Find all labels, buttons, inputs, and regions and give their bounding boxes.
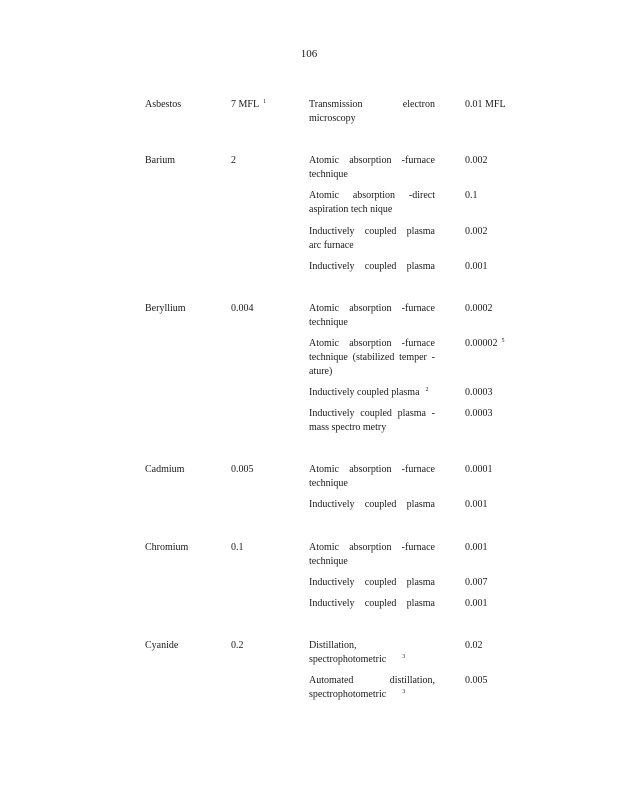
detection-limit <box>465 154 535 168</box>
method-line <box>309 541 435 555</box>
method-line <box>309 555 435 569</box>
detection-limit-text: 0.01 MFL <box>465 99 506 110</box>
method-description <box>309 189 435 217</box>
detection-limit <box>465 225 535 239</box>
method-description <box>309 302 435 330</box>
footnote-marker: 3 <box>402 688 406 695</box>
detection-limit-text: 0.002 <box>465 226 488 237</box>
detection-limit-text: 0.0003 <box>465 387 493 398</box>
method-line-text: Inductively coupled plasma <box>309 499 435 510</box>
mcl-value <box>231 98 301 112</box>
method-line-text: Inductively coupled plasma - <box>309 408 435 419</box>
detection-limit-text: 0.007 <box>465 577 488 588</box>
method-line-text: Atomic absorption -furnace <box>309 464 435 475</box>
detection-limit-text: 0.1 <box>465 190 478 201</box>
method-description <box>309 498 435 512</box>
method-line <box>309 463 435 477</box>
method-line-text: spectrophotometric <box>309 689 387 700</box>
method-line-text: spectrophotometric <box>309 654 387 665</box>
detection-limit <box>465 463 535 477</box>
method-description <box>309 98 435 126</box>
method-description <box>309 541 435 569</box>
detection-limit-text: 0.001 <box>465 542 488 553</box>
method-line <box>309 260 435 274</box>
method-line <box>309 674 435 688</box>
method-line-text: aspiration tech nique <box>309 204 393 215</box>
method-line-text: technique <box>309 317 348 328</box>
method-description <box>309 260 435 274</box>
mcl-text: 7 MFL <box>231 99 260 110</box>
method-line-text: technique <box>309 556 348 567</box>
method-line <box>309 653 435 667</box>
method-line <box>309 337 435 351</box>
method-line-text: Atomic absorption -direct <box>309 190 435 201</box>
method-line-text: Atomic absorption -furnace <box>309 338 435 349</box>
contaminant-name: Cadmium <box>145 464 185 475</box>
mcl-text: 0.2 <box>231 640 244 651</box>
mcl-value <box>231 541 301 555</box>
method-line-text: Inductively coupled plasma <box>309 598 435 609</box>
footnote-marker: 3 <box>402 653 406 660</box>
mcl-text: 0.005 <box>231 464 254 475</box>
detection-limit-text: 0.005 <box>465 675 488 686</box>
method-description <box>309 576 435 590</box>
method-line-text: technique <box>309 169 348 180</box>
detection-limit-text: 0.001 <box>465 261 488 272</box>
detection-limit <box>465 189 535 203</box>
method-line <box>309 316 435 330</box>
contaminant-name: Cyanide <box>145 640 179 651</box>
method-line <box>309 421 435 435</box>
footnote-marker: 2 <box>425 386 429 393</box>
method-description <box>309 386 435 400</box>
detection-limit-text: 0.001 <box>465 598 488 609</box>
method-line-text: Inductively coupled plasma <box>309 226 435 237</box>
contaminant-name: Barium <box>145 155 175 166</box>
method-line <box>309 98 435 112</box>
method-line <box>309 597 435 611</box>
method-line-text: ature) <box>309 366 333 377</box>
page-number: 106 <box>300 48 318 60</box>
method-line-text: technique <box>309 478 348 489</box>
method-description <box>309 639 435 667</box>
method-line-text: Transmission electron <box>309 99 435 110</box>
detection-limit <box>465 260 535 274</box>
detection-limit-text: 0.001 <box>465 499 488 510</box>
contaminant-name: Chromium <box>145 542 189 553</box>
detection-limit <box>465 498 535 512</box>
mcl-text: 2 <box>231 155 236 166</box>
method-line-text: Atomic absorption -furnace <box>309 542 435 553</box>
detection-limit <box>465 98 535 112</box>
method-line-text: Inductively coupled plasma <box>309 387 420 398</box>
footnote-marker: 1 <box>263 98 267 105</box>
detection-limit <box>465 576 535 590</box>
detection-limit-text: 0.0003 <box>465 408 493 419</box>
method-line <box>309 203 435 217</box>
method-description <box>309 154 435 182</box>
method-line-text: mass spectro metry <box>309 422 387 433</box>
mcl-value <box>231 639 301 653</box>
detection-limit <box>465 674 535 688</box>
method-line <box>309 112 435 126</box>
detection-limit-text: 0.00002 <box>465 338 498 349</box>
method-line-text: arc furnace <box>309 240 354 251</box>
method-line <box>309 168 435 182</box>
detection-limit-text: 0.0002 <box>465 303 493 314</box>
mcl-text: 0.1 <box>231 542 244 553</box>
method-line-text: technique (stabilized temper - <box>309 352 435 363</box>
method-line <box>309 688 435 702</box>
method-line <box>309 154 435 168</box>
detection-limit <box>465 541 535 555</box>
method-line <box>309 639 435 653</box>
contaminant-name: Beryllium <box>145 303 186 314</box>
method-description <box>309 225 435 253</box>
method-line <box>309 302 435 316</box>
method-line-text: Distillation, <box>309 640 357 651</box>
method-line-text: Atomic absorption -furnace <box>309 303 435 314</box>
method-line <box>309 407 435 421</box>
method-line <box>309 477 435 491</box>
mcl-value <box>231 463 301 477</box>
method-description <box>309 463 435 491</box>
detection-limit <box>465 597 535 611</box>
method-line <box>309 386 435 400</box>
method-line-text: Atomic absorption -furnace <box>309 155 435 166</box>
detection-limit <box>465 639 535 653</box>
detection-limit <box>465 407 535 421</box>
method-line-text: Inductively coupled plasma <box>309 577 435 588</box>
footnote-marker: 5 <box>501 337 505 344</box>
detection-limit <box>465 386 535 400</box>
detection-limit-text: 0.002 <box>465 155 488 166</box>
method-line <box>309 576 435 590</box>
method-line-text: Inductively coupled plasma <box>309 261 435 272</box>
mcl-text: 0.004 <box>231 303 254 314</box>
detection-limit <box>465 302 535 316</box>
detection-limit <box>465 337 535 351</box>
method-line-text: microscopy <box>309 113 356 124</box>
method-description <box>309 597 435 611</box>
method-line <box>309 189 435 203</box>
method-line <box>309 351 435 365</box>
method-line <box>309 239 435 253</box>
method-line <box>309 498 435 512</box>
mcl-value <box>231 302 301 316</box>
method-description <box>309 407 435 435</box>
method-description <box>309 337 435 379</box>
method-line <box>309 225 435 239</box>
method-line <box>309 365 435 379</box>
method-description <box>309 674 435 702</box>
detection-limit-text: 0.02 <box>465 640 483 651</box>
contaminant-name: Asbestos <box>145 99 182 110</box>
mcl-value <box>231 154 301 168</box>
method-line-text: Automated distillation, <box>309 675 435 686</box>
detection-limit-text: 0.0001 <box>465 464 493 475</box>
